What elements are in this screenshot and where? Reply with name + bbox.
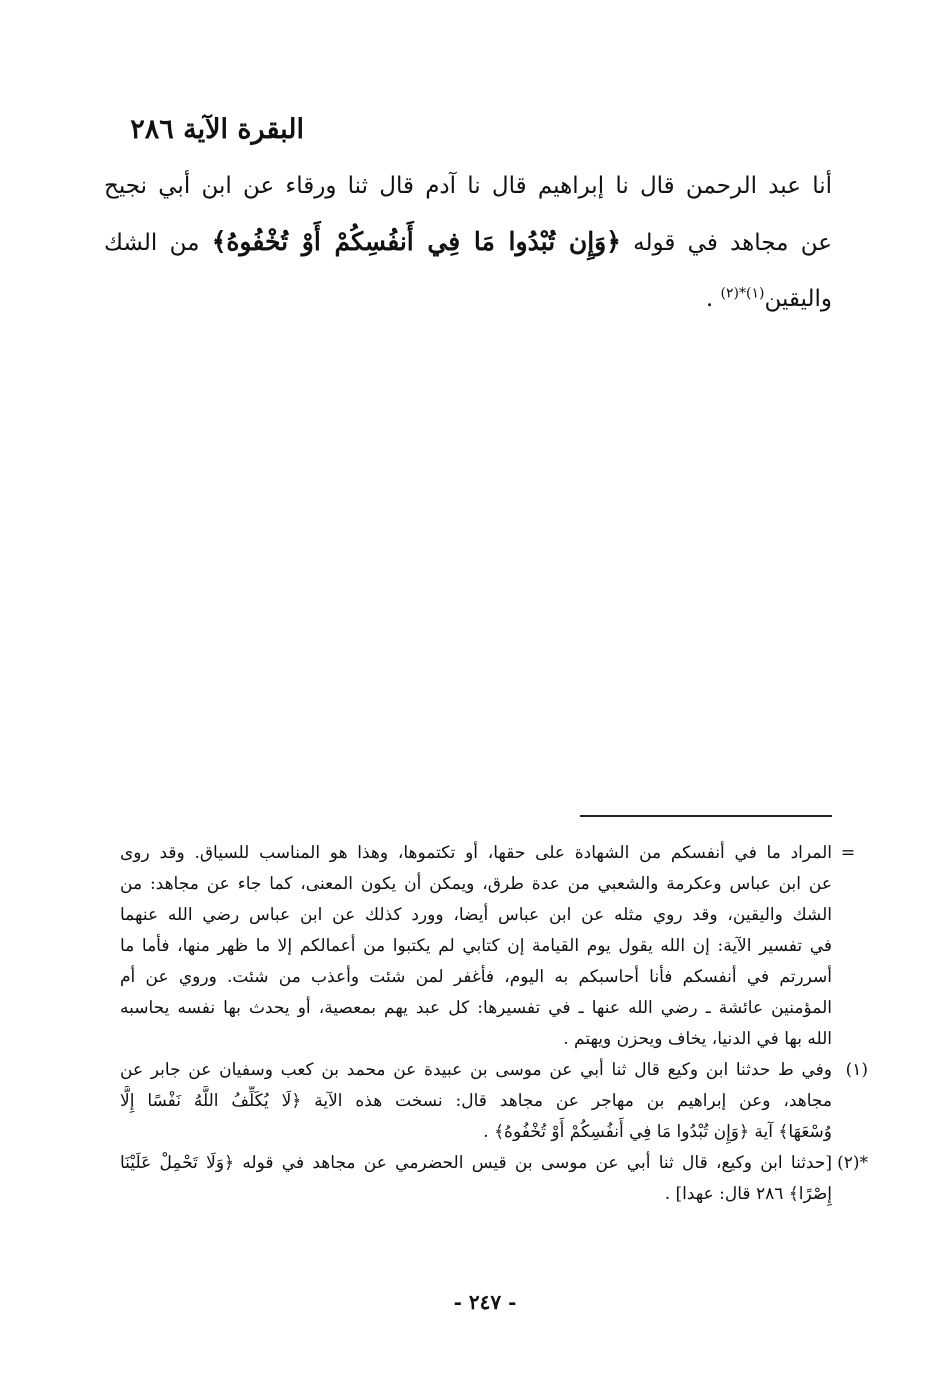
continuation-marker: =	[840, 843, 856, 863]
footnote-line: [حدثنا ابن وكيع، قال ثنا أبي عن موسى بن قيس الحضرمي عن مجاهد في قوله ﴿وَلَا تَحْمِلْ عَلَيْنَا	[120, 1153, 832, 1173]
main-text-line-3-word: واليقين	[764, 286, 832, 312]
quran-verse: ﴿وَإِن تُبْدُوا مَا فِي أَنفُسِكُمْ أَوْ تُخْفُوهُ﴾	[211, 227, 621, 256]
section-heading: البقرة الآية ٢٨٦	[130, 114, 304, 145]
footnote-line: المراد ما في أنفسكم من الشهادة على حقها، أو تكتموها، وهذا هو المناسب للسياق. وقد روى	[120, 843, 832, 863]
footnotes	[120, 838, 868, 1210]
footnote-markers: (١)*(٢)	[720, 285, 765, 302]
footnote-divider	[580, 815, 832, 817]
page-number: - ٢٤٧ -	[453, 1290, 517, 1314]
footnote-line: عن ابن عباس وعكرمة والشعبي من عدة طرق، ويمكن أن يكون المعنى، كما جاء عن مجاهد: من	[120, 874, 832, 894]
footnote-1-number: (١)	[845, 1060, 868, 1080]
main-text-line-3-end: .	[705, 286, 714, 312]
main-text-line-3	[104, 271, 832, 327]
main-text-line-2-start: عن مجاهد في قوله	[633, 230, 832, 256]
footnote-line: المؤمنين عائشة ـ رضي الله عنها ـ في تفسيرها: كل عبد يهم بمعصية، أو يحدث بها نفسه يحاسبه	[120, 998, 832, 1018]
footnote-line: في تفسير الآية: إن الله يقول يوم القيامة إن كتابي لم يكتبوا من أعمالكم إلا ما ظهر منها، فأما ما	[120, 936, 832, 956]
footnote-line: وفي ط حدثنا ابن وكيع قال ثنا أبي عن موسى بن عبيدة عن محمد بن كعب وسفيان عن جابر عن	[120, 1060, 832, 1080]
footnote-continued	[120, 838, 856, 1055]
footnote-line: وُسْعَهَا﴾ آية ﴿وَإِن تُبْدُوا مَا فِي أَنفُسِكُمْ أَوْ تُخْفُوهُ﴾ .	[483, 1122, 832, 1142]
footnote-line: إِصْرًا﴾ ٢٨٦ قال: عهدا] .	[664, 1184, 832, 1204]
main-text-line-2	[104, 214, 832, 271]
main-text	[104, 158, 832, 327]
footnote-line: مجاهد، وعن إبراهيم بن مهاجر عن مجاهد قال: نسخت هذه الآية ﴿لَا يُكَلِّفُ اللَّهُ نَفْسًا إِلَّا	[120, 1091, 832, 1111]
footnote-line: الله بها في الدنيا، يخاف ويحزن ويهتم .	[563, 1029, 832, 1049]
main-text-line-2-end: من الشك	[104, 230, 200, 256]
footnote-line: أسررتم في أنفسكم فأنا أحاسبكم به اليوم، فأغفر لمن شئت وأعذب من شئت. وروي عن أم	[120, 967, 832, 987]
footnote-2	[120, 1148, 868, 1210]
footnote-line: الشك واليقين، وقد روي مثله عن ابن عباس أيضا، وورد كذلك عن ابن عباس رضي الله عنهما	[120, 905, 832, 925]
main-text-line-1: أنا عبد الرحمن قال نا إبراهيم قال نا آدم قال ثنا ورقاء عن ابن أبي نجيح	[104, 173, 832, 199]
footnote-2-number: *(٢)	[837, 1153, 868, 1173]
footnote-1	[120, 1055, 868, 1148]
